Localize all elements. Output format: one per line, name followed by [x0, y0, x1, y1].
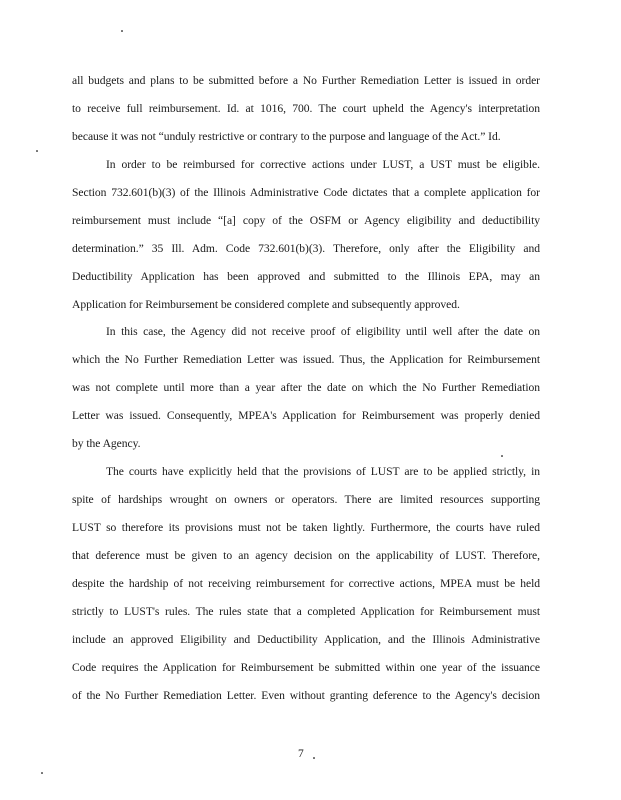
body-text-line: LUST so therefore its provisions must not be taken lightly. Furthermore, the courts have ruled	[72, 521, 540, 534]
body-text-line: Deductibility Application has been approved and submitted to the Illinois EPA, may an	[72, 270, 540, 283]
body-text-line: In order to be reimbursed for corrective actions under LUST, a UST must be eligible.	[106, 158, 540, 171]
body-text-line: by the Agency.	[72, 437, 141, 450]
body-text-line: strictly to LUST's rules. The rules state that a completed Application for Reimbursement must	[72, 605, 540, 618]
body-text-line: spite of hardships wrought on owners or operators. There are limited resources supporting	[72, 493, 540, 506]
body-text-line: all budgets and plans to be submitted before a No Further Remediation Letter is issued in order	[72, 74, 540, 87]
scan-speck	[313, 757, 315, 759]
body-text-line: that deference must be given to an agency decision on the applicability of LUST. Therefore,	[72, 549, 540, 562]
body-text-line: which the No Further Remediation Letter was issued. Thus, the Application for Reimbursement	[72, 353, 540, 366]
body-text-line: The courts have explicitly held that the provisions of LUST are to be applied strictly, in	[106, 465, 540, 478]
scan-speck	[121, 30, 123, 32]
body-text-line: was not complete until more than a year after the date on which the No Further Remediation	[72, 381, 540, 394]
body-text-line: reimbursement must include “[a] copy of the OSFM or Agency eligibility and deductibility	[72, 214, 540, 227]
body-text-line: determination.” 35 Ill. Adm. Code 732.601(b)(3). Therefore, only after the Eligibility and	[72, 242, 540, 255]
scan-speck	[501, 455, 503, 457]
body-text-line: In this case, the Agency did not receive proof of eligibility until well after the date on	[106, 325, 540, 338]
body-text-line: Letter was issued. Consequently, MPEA's Application for Reimbursement was properly denied	[72, 409, 540, 422]
scan-speck	[36, 150, 38, 152]
body-text-line: of the No Further Remediation Letter. Even without granting deference to the Agency's decision	[72, 689, 540, 702]
body-text-line: Application for Reimbursement be considered complete and subsequently approved.	[72, 298, 460, 311]
body-text-line: Section 732.601(b)(3) of the Illinois Administrative Code dictates that a complete application for	[72, 186, 540, 199]
body-text-line: despite the hardship of not receiving reimbursement for corrective actions, MPEA must be held	[72, 577, 540, 590]
body-text-line: include an approved Eligibility and Deductibility Application, and the Illinois Administrative	[72, 633, 540, 646]
body-text-line: because it was not “unduly restrictive or contrary to the purpose and language of the Act.” Id.	[72, 130, 501, 143]
scan-speck	[41, 772, 43, 774]
body-text-line: to receive full reimbursement. Id. at 1016, 700. The court upheld the Agency's interpretation	[72, 102, 540, 115]
page-number: 7	[298, 748, 304, 760]
body-text-line: Code requires the Application for Reimbursement be submitted within one year of the issuance	[72, 661, 540, 674]
